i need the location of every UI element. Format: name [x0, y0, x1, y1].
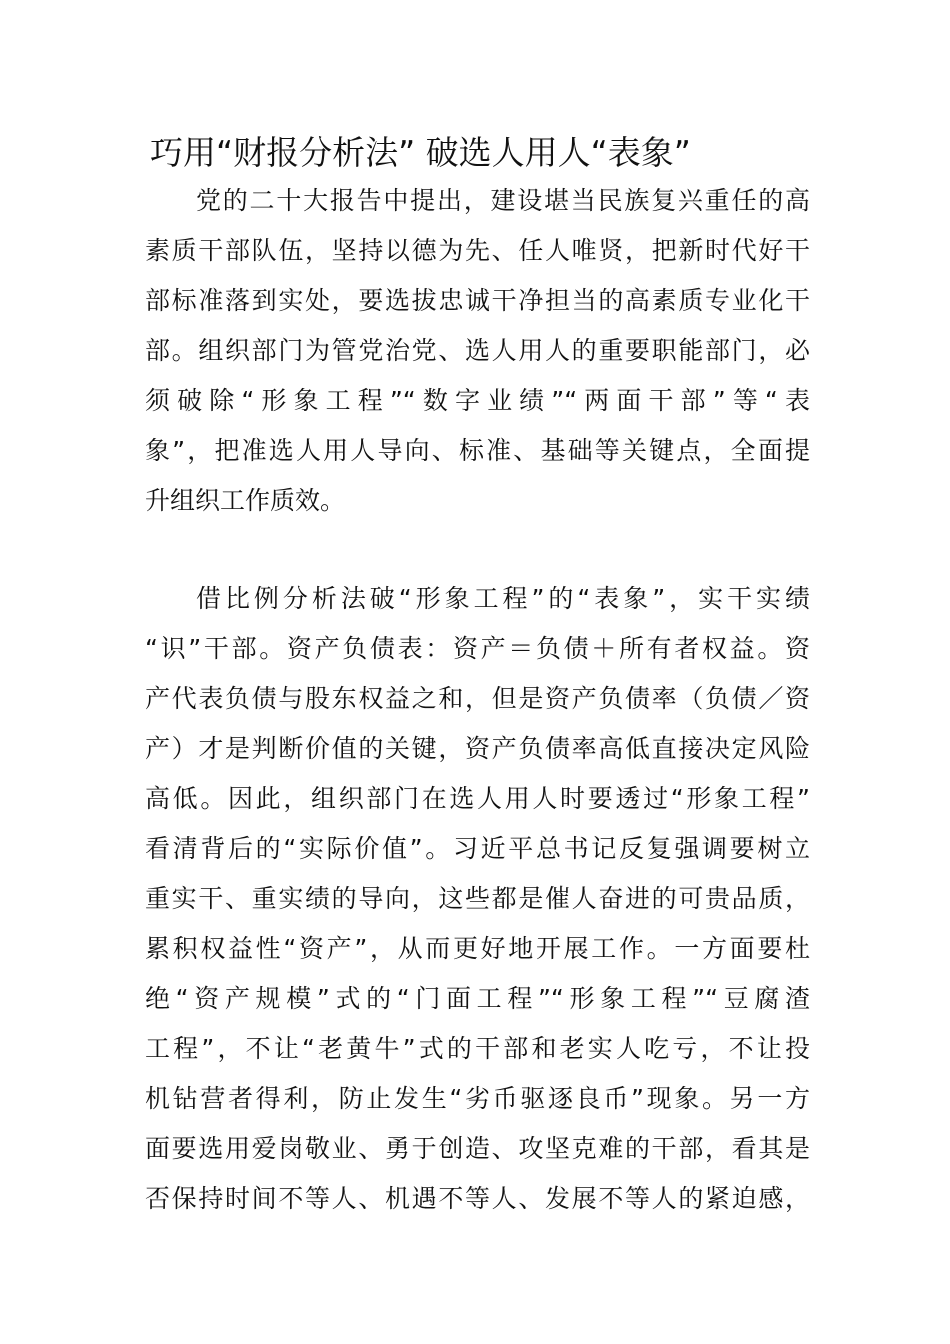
paragraph-intro [145, 176, 810, 526]
paragraph-ratio-analysis [145, 574, 810, 1224]
text-line: 产）才是判断价值的关键，资产负债率高低直接决定风险 [145, 734, 810, 763]
text-line: 面要选用爱岗敬业、勇于创造、攻坚克难的干部，看其是 [145, 1134, 810, 1163]
text-line: 升组织工作质效。 [145, 486, 346, 515]
text-line: 素质干部队伍，坚持以德为先、任人唯贤，把新时代好干 [145, 236, 810, 265]
text-line: 绝“资产规模”式的“门面工程”“形象工程”“豆腐渣 [145, 984, 810, 1013]
document-title: 巧用“财报分析法” 破选人用人“表象” [150, 133, 691, 172]
text-line: 否保持时间不等人、机遇不等人、发展不等人的紧迫感， [145, 1184, 810, 1213]
text-line: 部标准落到实处，要选拔忠诚干净担当的高素质专业化干 [145, 286, 810, 315]
text-line: 须破除“形象工程”“数字业绩”“两面干部”等“表 [145, 386, 810, 415]
text-line: “识”干部。资产负债表：资产＝负债＋所有者权益。资 [145, 634, 810, 663]
text-line: 党的二十大报告中提出，建设堪当民族复兴重任的高 [196, 186, 810, 215]
text-line: 高低。因此，组织部门在选人用人时要透过“形象工程” [145, 784, 810, 813]
text-line: 工程”，不让“老黄牛”式的干部和老实人吃亏，不让投 [145, 1034, 810, 1063]
text-line: 机钻营者得利，防止发生“劣币驱逐良币”现象。另一方 [145, 1084, 810, 1113]
text-line: 看清背后的“实际价值”。习近平总书记反复强调要树立 [145, 834, 810, 863]
text-line: 象”，把准选人用人导向、标准、基础等关键点，全面提 [145, 436, 810, 465]
text-line: 部。组织部门为管党治党、选人用人的重要职能部门，必 [145, 336, 810, 365]
text-line: 产代表负债与股东权益之和，但是资产负债率（负债／资 [145, 684, 810, 713]
text-line: 累积权益性“资产”，从而更好地开展工作。一方面要杜 [145, 934, 810, 963]
text-line: 重实干、重实绩的导向，这些都是催人奋进的可贵品质， [145, 884, 810, 913]
text-line: 借比例分析法破“形象工程”的“表象”，实干实绩 [196, 584, 810, 613]
